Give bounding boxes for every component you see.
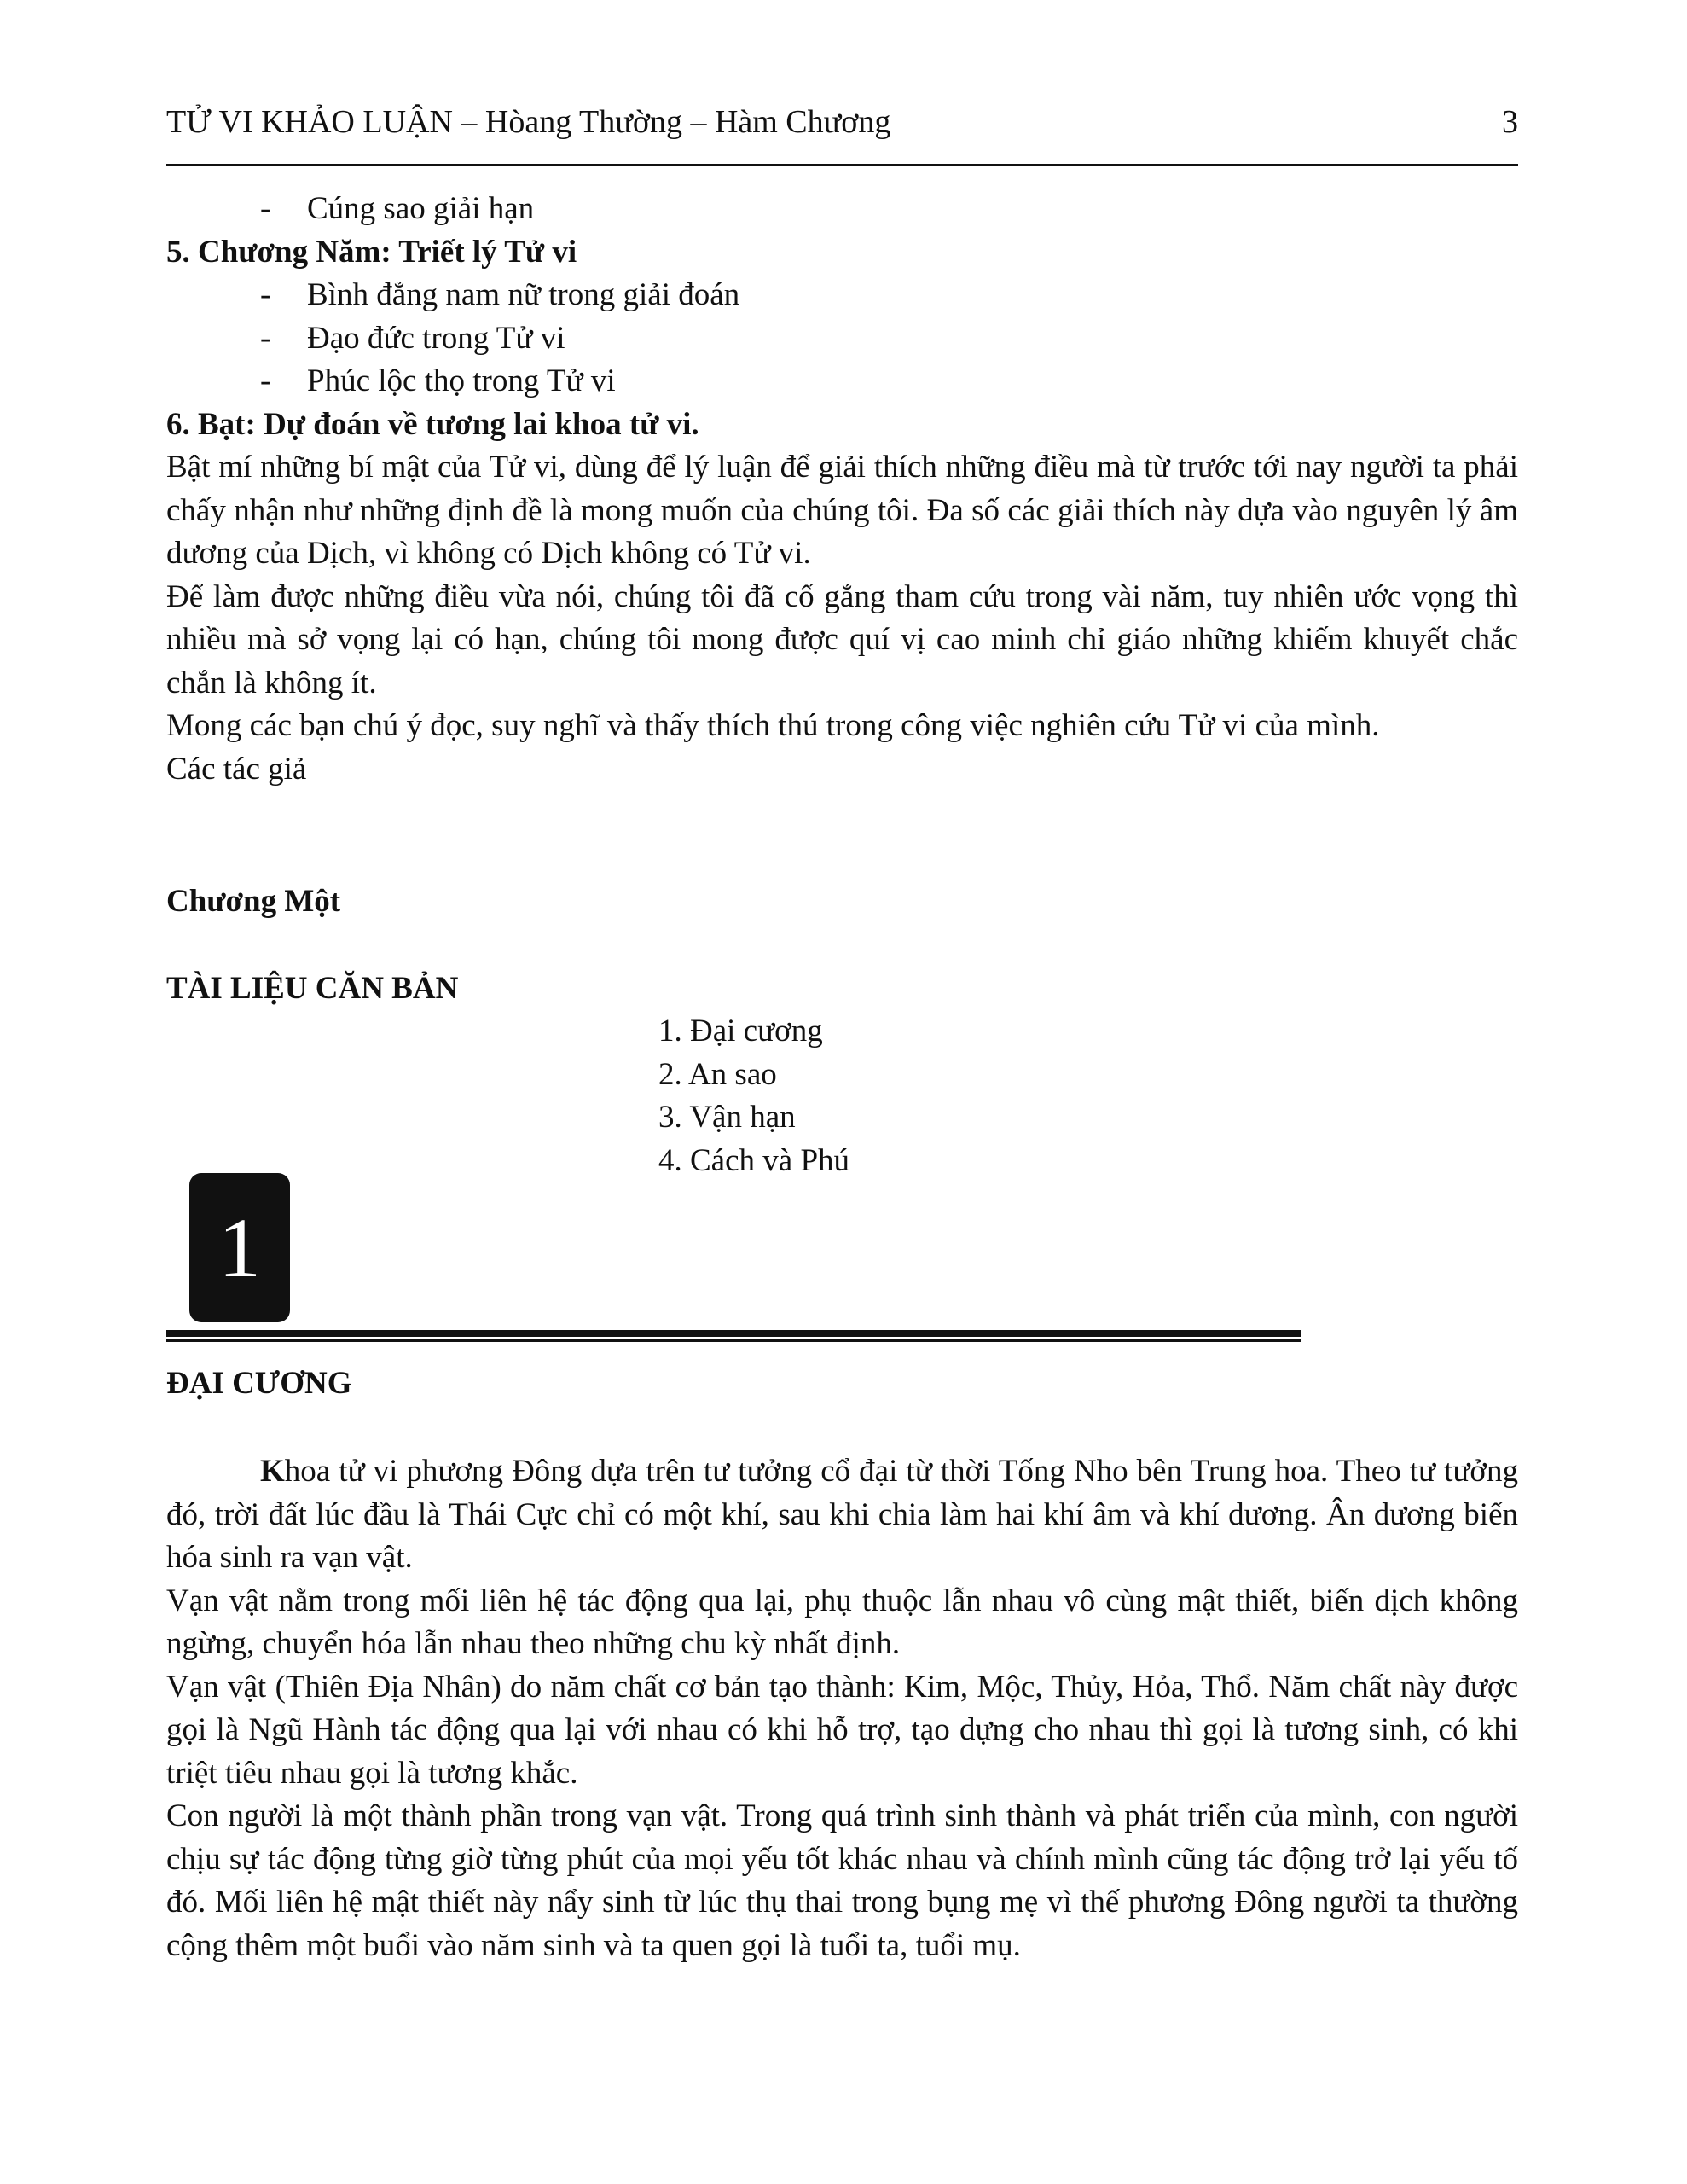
list-item: - Đạo đức trong Tử vi: [260, 320, 565, 356]
header-title: TỬ VI KHẢO LUẬN – Hòang Thường – Hàm Chương: [166, 104, 891, 140]
section-divider-thin: [166, 1339, 1301, 1342]
list-item: - Phúc lộc thọ trong Tử vi: [260, 363, 616, 398]
section5-heading: 5. Chương Năm: Triết lý Tử vi: [166, 234, 577, 270]
section-divider-thick: [166, 1330, 1301, 1337]
body-paragraph: Con người là một thành phần trong vạn vật. Trong quá trình sinh thành và phát triển của mình, con người chịu sự tác động từng giờ từng phút của mọi yếu tốt khác nhau và chính mình cũng tác động trở lại yếu tố đó. Mối liên hệ mật thiết này nẩy sinh từ lúc thụ thai trong bụng mẹ vì thế phương Đông người ta thường cộng thêm một buổi vào năm sinh và ta quen gọi là tuổi ta, tuổi mụ.: [166, 1798, 1518, 1963]
section6-heading: 6. Bạt: Dự đoán về tương lai khoa tử vi.: [166, 406, 699, 442]
list-item: - Cúng sao giải hạn: [260, 191, 535, 226]
intro-paragraph: Bật mí những bí mật của Tử vi, dùng để lý luận để giải thích những điều mà từ trước tới nay người ta phải chấy nhận như những định đề là mong muốn của chúng tôi. Đa số các giải thích này dựa vào nguyên lý âm dương của Dịch, vì không có Dịch không có Tử vi.: [166, 450, 1518, 571]
intro-paragraph: Để làm được những điều vừa nói, chúng tôi đã cố gắng tham cứu trong vài năm, tuy nhiên ước vọng thì nhiều mà sở vọng lại có hạn, chúng tôi mong được quí vị cao minh chỉ giáo những khiếm khuyết chắc chắn là không ít.: [166, 578, 1518, 700]
toc-item: 3. Vận hạn: [658, 1100, 796, 1135]
body-paragraph: Vạn vật nằm trong mối liên hệ tác động qua lại, phụ thuộc lẫn nhau vô cùng mật thiết, biến dịch không ngừng, chuyển hóa lẫn nhau theo những chu kỳ nhất định.: [166, 1583, 1518, 1661]
body-block: [166, 1450, 1518, 1967]
toc-item: 1. Đại cương: [658, 1014, 823, 1048]
intro-block: [166, 188, 1518, 791]
drop-cap-letter: K: [260, 1454, 285, 1489]
chapter-toc: [658, 1010, 849, 1182]
toc-item: 4. Cách và Phú: [658, 1142, 850, 1178]
list-item: - Bình đẳng nam nữ trong giải đoán: [260, 277, 740, 312]
chapter-title: TÀI LIỆU CĂN BẢN: [166, 971, 459, 1006]
page-number: 3: [1502, 104, 1518, 140]
chapter-number-box: 1: [189, 1173, 290, 1322]
section-title: ĐẠI CƯƠNG: [166, 1366, 352, 1401]
body-paragraph: Khoa tử vi phương Đông dựa trên tư tưởng cổ đại từ thời Tống Nho bên Trung hoa. Theo tư tưởng đó, trời đất lúc đầu là Thái Cực chỉ có một khí, sau khi chia làm hai khí âm và khí dương. Ân dương biến hóa sinh ra vạn vật.: [166, 1454, 1518, 1575]
body-paragraph: Vạn vật (Thiên Địa Nhân) do năm chất cơ bản tạo thành: Kim, Mộc, Thủy, Hỏa, Thổ. Năm chất này được gọi là Ngũ Hành tác động qua lại với nhau có khi hỗ trợ, tạo dựng cho nhau thì gọi là tương sinh, có khi triệt tiêu nhau gọi là tương khắc.: [166, 1669, 1518, 1791]
signature-line: Các tác giả: [166, 751, 307, 787]
chapter-label: Chương Một: [166, 884, 341, 919]
toc-item: 2. An sao: [658, 1056, 777, 1092]
intro-paragraph: Mong các bạn chú ý đọc, suy nghĩ và thấy thích thú trong công việc nghiên cứu Tử vi của mình.: [166, 708, 1380, 743]
header-rule: [166, 164, 1518, 166]
